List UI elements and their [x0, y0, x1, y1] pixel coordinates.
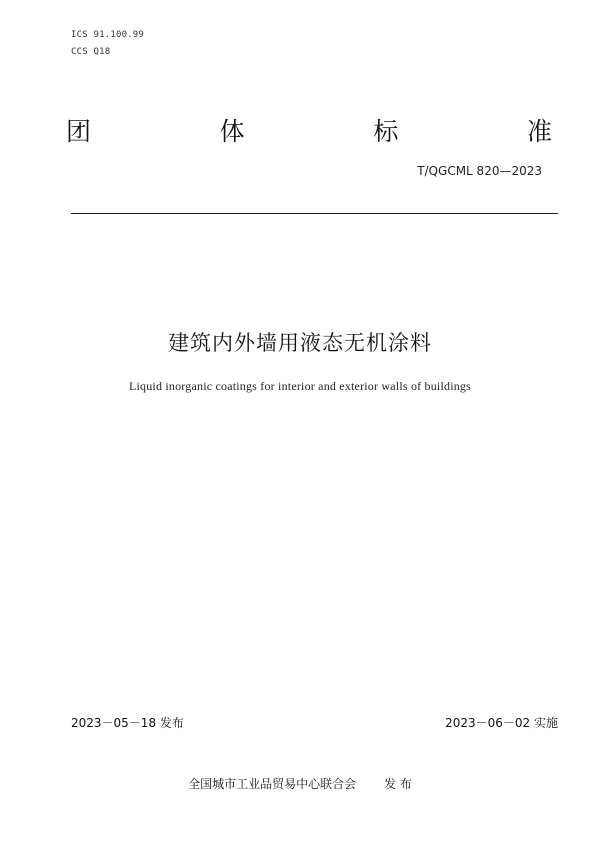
- publish-date: 2023－05－18 发布: [71, 716, 184, 730]
- issuing-organization-line: [0, 775, 600, 793]
- document-title-chinese: 建筑内外墙用液态无机涂料: [168, 331, 432, 355]
- standard-type-char: 标: [373, 117, 399, 146]
- ccs-code: CCS Q18: [71, 47, 111, 57]
- standard-type-char: 体: [219, 117, 245, 146]
- issuer-name: 全国城市工业品贸易中心联合会: [188, 777, 357, 791]
- header-divider: [71, 213, 558, 214]
- issuer-action: 发 布: [384, 777, 412, 791]
- standard-type-heading: [66, 112, 552, 152]
- implement-date: 2023－06－02 实施: [445, 716, 558, 730]
- standard-type-char: 准: [526, 117, 552, 146]
- document-title-english: Liquid inorganic coatings for interior and exterior walls of buildings: [128, 379, 472, 393]
- standard-number: T/QGCML 820—2023: [417, 164, 542, 178]
- ics-code: ICS 91.100.99: [71, 30, 145, 40]
- standard-type-char: 团: [66, 117, 92, 146]
- classification-codes: [71, 27, 144, 61]
